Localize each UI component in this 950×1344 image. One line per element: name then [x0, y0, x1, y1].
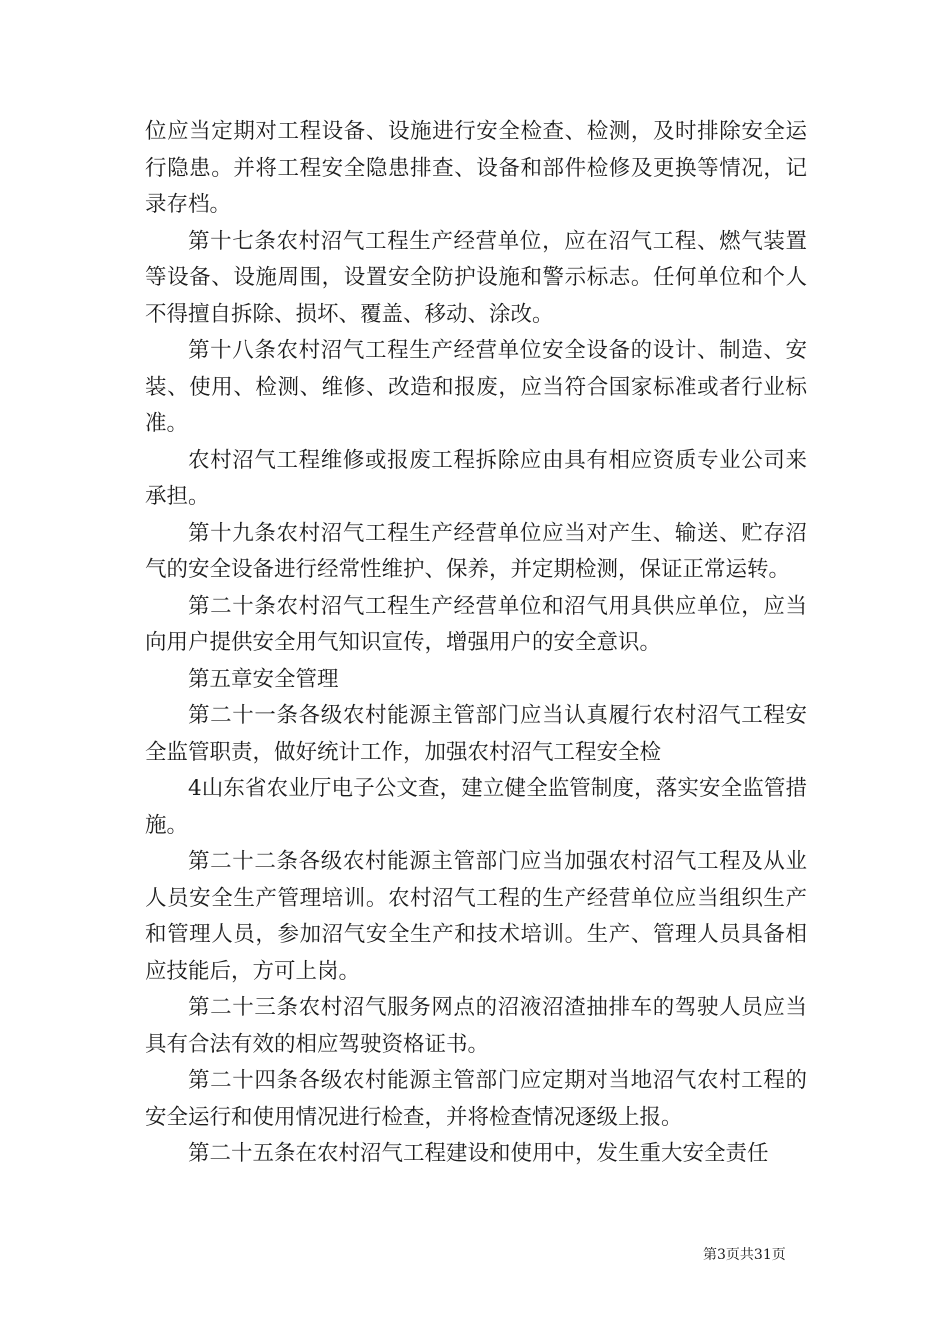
- paragraph: 4山东省农业厅电子公文查，建立健全监管制度，落实安全监管措施。: [145, 776, 807, 838]
- paragraph: 第十九条农村沼气工程生产经营单位应当对产生、输送、贮存沼气的安全设备进行经常性维护、保养，并定期检测，保证正常运转。: [145, 520, 807, 582]
- paragraph: 第二十四条各级农村能源主管部门应定期对当地沼气农村工程的安全运行和使用情况进行检查，并将检查情况逐级上报。: [145, 1068, 807, 1130]
- paragraph: 第五章安全管理: [188, 666, 339, 692]
- paragraph: 位应当定期对工程设备、设施进行安全检查、检测，及时排除安全运行隐患。并将工程安全隐患排查、设备和部件检修及更换等情况，记录存档。: [145, 119, 807, 217]
- paragraph: 第二十二条各级农村能源主管部门应当加强农村沼气工程及从业人员安全生产管理培训。农村沼气工程的生产经营单位应当组织生产和管理人员，参加沼气安全生产和技术培训。生产、管理人员具备相应技能后，方可上岗。: [145, 849, 807, 984]
- paragraph: 第二十五条在农村沼气工程建设和使用中，发生重大安全责任: [188, 1141, 769, 1166]
- paragraph: 第二十一条各级农村能源主管部门应当认真履行农村沼气工程安全监管职责，做好统计工作，加强农村沼气工程安全检: [145, 703, 807, 765]
- page-number: 第3页共31页: [703, 1247, 786, 1263]
- paragraph: 第十七条农村沼气工程生产经营单位，应在沼气工程、燃气装置等设备、设施周围，设置安全防护设施和警示标志。任何单位和个人不得擅自拆除、损坏、覆盖、移动、涂改。: [145, 228, 807, 327]
- paragraph: 农村沼气工程维修或报废工程拆除应由具有相应资质专业公司来承担。: [145, 447, 807, 509]
- paragraph: 第二十条农村沼气工程生产经营单位和沼气用具供应单位，应当向用户提供安全用气知识宣传，增强用户的安全意识。: [145, 593, 807, 655]
- document-body: [145, 114, 807, 1173]
- paragraph: 第十八条农村沼气工程生产经营单位安全设备的设计、制造、安装、使用、检测、维修、改造和报废，应当符合国家标准或者行业标准。: [145, 338, 807, 436]
- paragraph: 第二十三条农村沼气服务网点的沼液沼渣抽排车的驾驶人员应当具有合法有效的相应驾驶资格证书。: [145, 995, 807, 1057]
